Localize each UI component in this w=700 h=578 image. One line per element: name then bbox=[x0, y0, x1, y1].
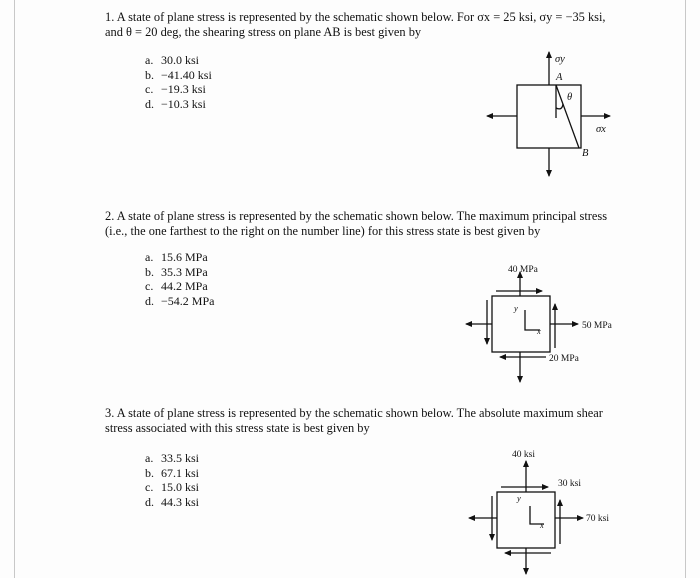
question-1-line1: A state of plane stress is represented by the schematic shown below. For σx = 25 ksi, σy = −35 ksi, bbox=[116, 10, 606, 24]
question-3-line1: A state of plane stress is represented by the schematic shown below. The absolute maximum shear bbox=[116, 406, 603, 420]
question-1-line2: and θ = 20 deg, the shearing stress on plane AB is best given by bbox=[105, 25, 422, 39]
choice-1d[interactable]: d. −10.3 ksi bbox=[145, 96, 206, 111]
question-2-line1: A state of plane stress is represented by the schematic shown below. The maximum principal stress bbox=[116, 209, 608, 223]
question-1-number: 1. bbox=[105, 10, 115, 24]
diagram-3-top-label: 40 ksi bbox=[512, 450, 535, 460]
choice-2b[interactable]: b. 35.3 MPa bbox=[145, 264, 208, 279]
choice-2c[interactable]: c. 44.2 MPa bbox=[145, 279, 208, 294]
choice-2d[interactable]: d. −54.2 MPa bbox=[145, 293, 215, 308]
question-2-line2: (i.e., the one farthest to the right on the number line) for this stress state is best given by bbox=[105, 224, 541, 238]
choice-1b[interactable]: b. −41.40 ksi bbox=[145, 67, 212, 82]
choice-3d[interactable]: d. 44.3 ksi bbox=[145, 494, 200, 509]
diagram-1-theta-arc bbox=[556, 104, 563, 109]
diagram-1-sigma-y-label: σy bbox=[555, 54, 565, 65]
question-2-number: 2. bbox=[105, 209, 115, 223]
choice-1a[interactable]: a. 30.0 ksi bbox=[145, 53, 200, 67]
diagram-1-sigma-x-label: σx bbox=[596, 124, 606, 135]
diagram-2 bbox=[466, 272, 578, 382]
diagram-1 bbox=[487, 52, 610, 176]
choice-3b[interactable]: b. 67.1 ksi bbox=[145, 465, 200, 480]
diagram-3-x-label: x bbox=[540, 520, 544, 530]
choice-3a[interactable]: a. 33.5 ksi bbox=[145, 451, 200, 465]
diagram-3-shear-label: 30 ksi bbox=[558, 479, 581, 489]
diagram-2-right-label: 50 MPa bbox=[582, 321, 612, 331]
diagram-2-shear-label: 20 MPa bbox=[549, 354, 579, 364]
diagram-2-x-label: x bbox=[537, 326, 541, 336]
question-3-line2: stress associated with this stress state is best given by bbox=[105, 421, 370, 435]
choice-1c[interactable]: c. −19.3 ksi bbox=[145, 82, 206, 97]
diagram-1-point-b-label: B bbox=[582, 148, 589, 159]
choice-3c[interactable]: c. 15.0 ksi bbox=[145, 480, 200, 495]
diagram-3-element bbox=[497, 492, 555, 548]
diagram-2-element bbox=[492, 296, 550, 352]
diagram-3-y-label: y bbox=[517, 493, 521, 503]
diagram-2-y-label: y bbox=[514, 303, 518, 313]
diagram-1-theta-label: θ bbox=[567, 92, 573, 103]
diagram-3 bbox=[469, 461, 583, 574]
question-3-number: 3. bbox=[105, 406, 115, 420]
diagram-2-top-label: 40 MPa bbox=[508, 265, 538, 275]
diagram-1-point-a-label: A bbox=[556, 72, 563, 83]
diagram-3-right-label: 70 ksi bbox=[586, 514, 609, 524]
choice-2a[interactable]: a. 15.6 MPa bbox=[145, 250, 208, 264]
